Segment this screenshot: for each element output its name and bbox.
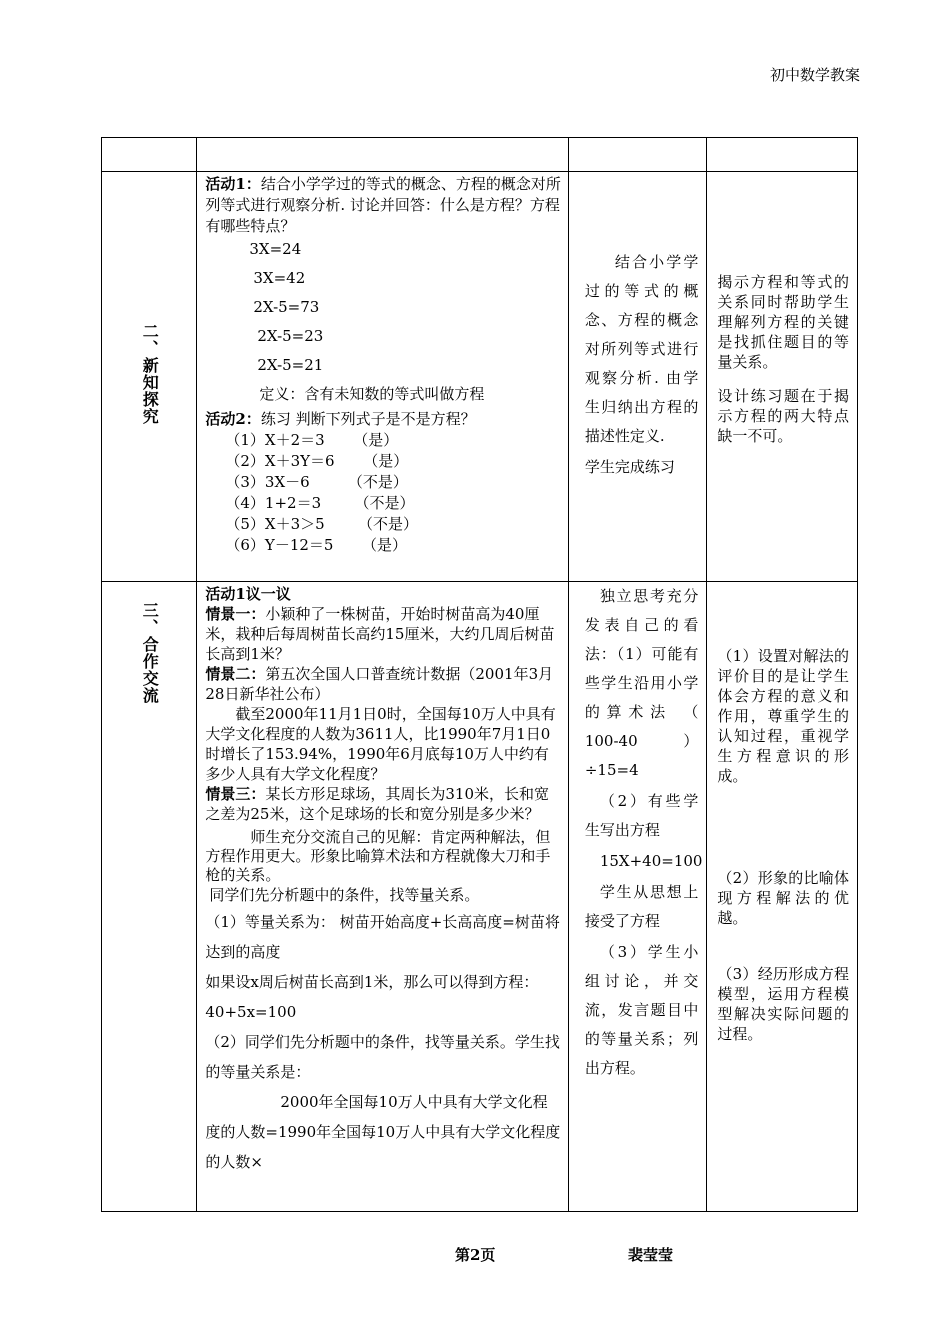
student-cell <box>568 172 707 582</box>
formula-line: 3X=24 <box>249 240 302 258</box>
stage-cell <box>102 582 197 1212</box>
scenario-text: 小颖种了一株树苗，开始时树苗高为40厘米，栽种后每周树苗长高约15厘米，大约几周后树苗长高到1米？ <box>205 605 555 663</box>
activity-title: 活动2： <box>205 410 261 428</box>
design-intent: （1）设置对解法的评价目的是让学生体会方程的意义和作用，尊重学生的认知过程，重视学生方程意识的形成。 <box>717 647 849 785</box>
exercise-item: （3）3X－6 （不是） <box>225 473 408 491</box>
activity-text: 结合小学学过的等式的概念、方程的概念对所列等式进行观察分析. 讨论并回答：什么是方程？方程有哪些特点？ <box>205 175 561 235</box>
paragraph: （2）同学们先分析题中的条件，找等量关系。学生找的等量关系是： <box>205 1033 560 1081</box>
exercise-item: （2）X＋3Y＝6 （是） <box>225 452 409 470</box>
design-intent: （2）形象的比喻体现方程解法的优越。 <box>717 869 849 927</box>
exercise-item: （4）1+2＝3 （不是） <box>225 494 415 512</box>
activity-cell <box>197 172 568 582</box>
scenario-text: 第五次全国人口普查统计数据（2001年3月28日新华社公布） <box>205 665 554 703</box>
doc-header: 初中数学教案 <box>769 66 860 84</box>
page-number: 第2页 <box>455 1246 496 1264</box>
exercise-list <box>205 430 561 556</box>
paragraph: 2000年全国每10万人中具有大学文化程度的人数=1990年全国每10万人中具有大学文化程度的人数× <box>205 1093 561 1171</box>
student-activity: （2）有些学生写出方程 <box>584 792 699 839</box>
design-intent: （3）经历形成方程模型，运用方程模型解决实际问题的过程。 <box>717 965 849 1043</box>
student-cell <box>568 582 707 1212</box>
student-activity: 学生完成练习 <box>584 458 675 476</box>
formula-line: 3X=42 <box>253 269 306 287</box>
intent-cell <box>707 582 858 1212</box>
activity-title: 活动1议一议 <box>205 585 291 603</box>
intent-cell <box>707 172 858 582</box>
analysis: 同学们先分析题中的条件，找等量关系。 <box>209 886 480 904</box>
scenario-paragraph: 截至2000年11月1日0时，全国每10万人中具有大学文化程度的人数为3611人，比1990年7月1日0时增长了153.94%，1990年6月底每10万人中约有多少人具有大学文化程度？ <box>205 705 556 783</box>
discussion: 师生充分交流自己的见解：肯定两种解法，但方程作用更大。形象比喻算术法和方程就像大刀和手枪的关系。 <box>205 828 551 884</box>
design-intent: 设计练习题在于揭示方程的两大特点缺一不可。 <box>717 387 849 445</box>
stage-cell <box>102 172 197 582</box>
table-row-section2 <box>102 172 858 582</box>
activity-title: 活动1： <box>205 175 261 193</box>
empty-cell <box>568 138 707 172</box>
table-row-section3 <box>102 582 858 1212</box>
stage-label: 三、合作交流 <box>140 602 160 704</box>
author-name: 裴莹莹 <box>628 1246 674 1264</box>
student-activity: （3）学生小组讨论，并交流，发言题目中的等量关系；列出方程。 <box>584 943 699 1077</box>
formula-line: 2X-5=23 <box>257 327 324 345</box>
stage-label: 二、新知探究 <box>140 322 160 425</box>
empty-cell <box>707 138 858 172</box>
scenario-title: 情景二： <box>205 665 266 683</box>
activity-text: 练习 判断下列式子是不是方程？ <box>260 410 476 428</box>
activity-cell <box>197 582 568 1212</box>
student-activity: 独立思考充分发表自己的看法：（1）可能有些学生沿用小学的算术法 （ 100-40）÷15=4 <box>584 587 699 779</box>
design-intent: 揭示方程和等式的关系同时帮助学生理解列方程的关键是找抓住题目的等量关系。 <box>717 273 849 371</box>
scenario-title: 情景三： <box>205 785 266 803</box>
paragraph: 如果设x周后树苗长高到1米，那么可以得到方程：40+5x=100 <box>205 973 539 1021</box>
empty-cell <box>102 138 197 172</box>
empty-cell <box>197 138 568 172</box>
formula-list <box>197 235 567 380</box>
scenario-title: 情景一： <box>205 605 266 623</box>
definition: 定义：含有未知数的等式叫做方程 <box>259 385 485 403</box>
student-activity: 结合小学学过的等式的概念、方程的概念对所列等式进行观察分析. 由学生归纳出方程的描述性定义. <box>584 253 699 445</box>
formula-line: 2X-5=73 <box>253 298 320 316</box>
exercise-item: （1）X＋2＝3 （是） <box>225 431 399 449</box>
paragraph: （1）等量关系为： 树苗开始高度+长高高度=树苗将达到的高度 <box>205 913 560 961</box>
student-activity: 15X+40=100 <box>599 852 703 870</box>
student-activity: 学生从思想上接受了方程 <box>584 883 699 930</box>
scenario-text: 某长方形足球场，其周长为310米，长和宽之差为25米，这个足球场的长和宽分别是多少米？ <box>205 785 550 823</box>
exercise-item: （6）Y－12＝5 （是） <box>225 536 408 554</box>
lesson-table <box>101 137 858 1212</box>
exercise-item: （5）X＋3＞5 （不是） <box>225 515 419 533</box>
formula-line: 2X-5=21 <box>257 356 324 374</box>
table-row-empty <box>102 138 858 172</box>
